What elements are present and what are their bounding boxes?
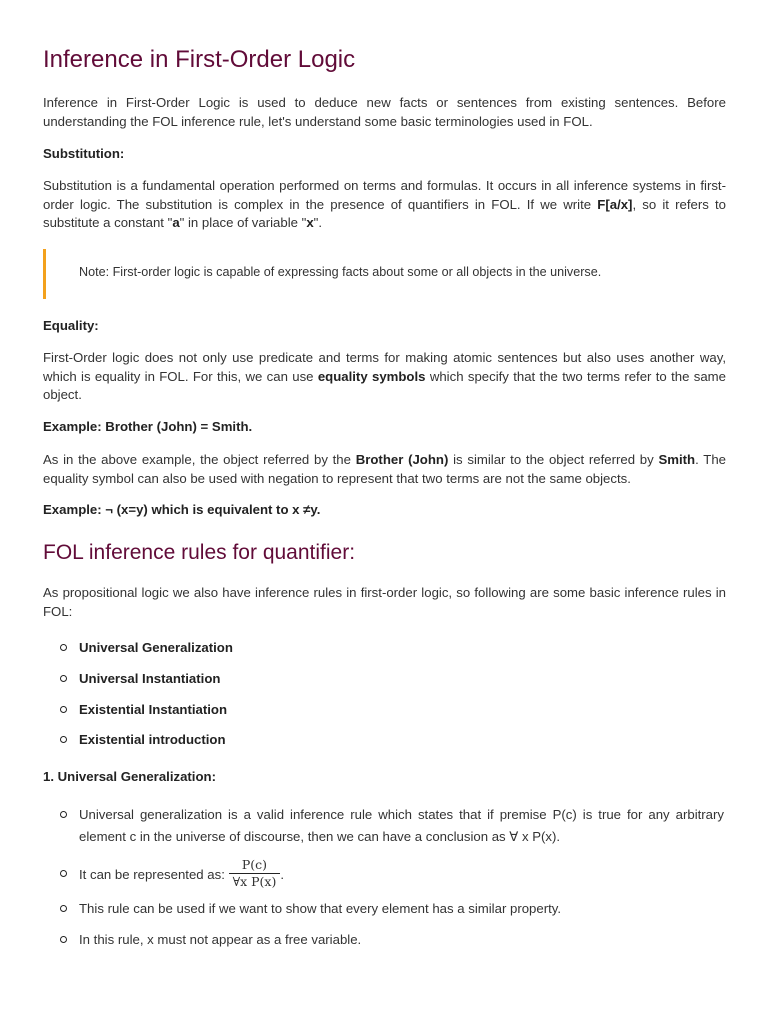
circle-bullet-icon [60, 936, 67, 943]
equality-paragraph: First-Order logic does not only use predicate and terms for making atomic sentences but also uses another way, which is equality in FOL. For this, we can use equality symbols which specify that the two terms refer to the same object. [43, 350, 726, 403]
note-callout [43, 249, 726, 299]
circle-bullet-icon [60, 905, 67, 912]
note-accent-bar [43, 249, 46, 299]
equality-explanation: As in the above example, the object referred by the Brother (John) is similar to the object referred by Smith. The equality symbol can also be used with negation to represent that two terms are not the same objects. [43, 452, 726, 486]
rules-section-title: FOL inference rules for quantifier: [43, 541, 356, 564]
page-title: Inference in First-Order Logic [43, 46, 356, 73]
circle-bullet-icon [60, 736, 67, 743]
rules-intro: As propositional logic we also have inference rules in first-order logic, so following are some basic inference rules in FOL: [43, 585, 726, 619]
circle-bullet-icon [60, 870, 67, 877]
formula-fraction: $\frac{P(c)}{\text{∀x P(x)}}$ [229, 857, 281, 890]
note-text: Note: First-order logic is capable of expressing facts about some or all objects in the universe. [79, 265, 602, 279]
substitution-paragraph: Substitution is a fundamental operation performed on terms and formulas. It occurs in all inference systems in first-order logic. The substitution is complex in the presence of quantifiers in FOL. If we write F[a/x], so it refers to substitute a constant "a" in place of variable "x". [43, 178, 726, 231]
equality-heading: Equality: [43, 318, 99, 333]
circle-bullet-icon [60, 706, 67, 713]
equality-example-1: Example: Brother (John) = Smith. [43, 419, 253, 434]
circle-bullet-icon [60, 675, 67, 682]
substitution-heading: Substitution: [43, 146, 125, 161]
ug-heading: 1. Universal Generalization: [43, 769, 216, 784]
circle-bullet-icon [60, 811, 67, 818]
circle-bullet-icon [60, 644, 67, 651]
intro-paragraph: Inference in First-Order Logic is used to deduce new facts or sentences from existing sentences. Before understanding the FOL inference rule, let's understand some basic terminologies used in FOL. [43, 95, 726, 129]
equality-example-2: Example: ¬ (x=y) which is equivalent to x ≠y. [43, 502, 321, 517]
